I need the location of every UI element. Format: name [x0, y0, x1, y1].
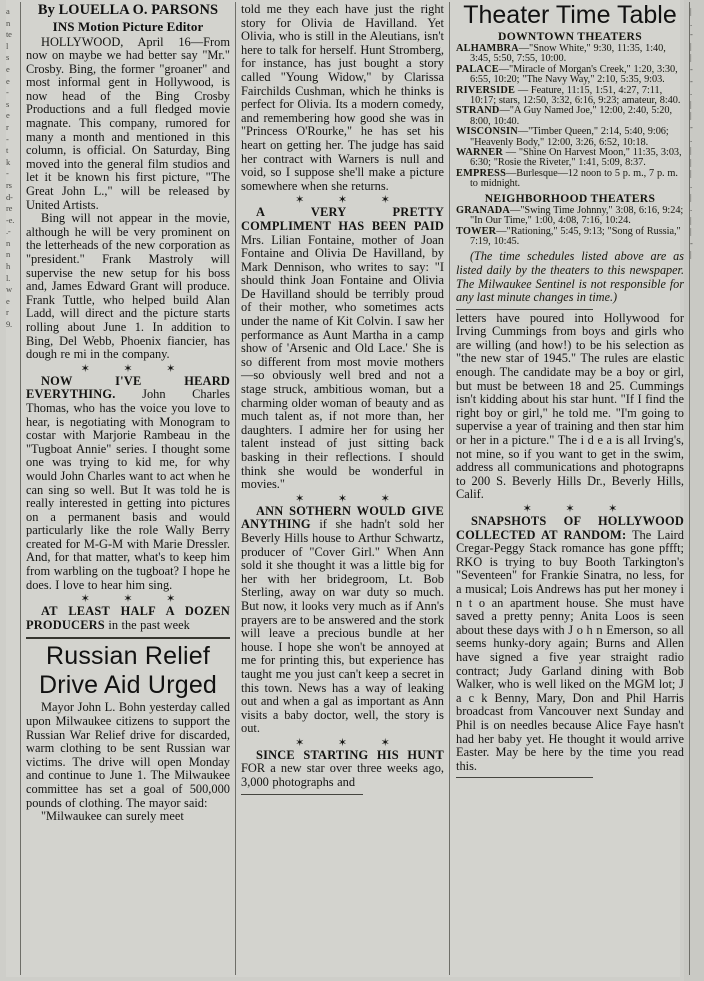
theater-showtimes: —"Timber Queen," 2:14, 5:40, 9:06; "Heavenly Body," 12:00, 3:26, 6:52, 10:18.	[470, 126, 669, 148]
sliver-fragment: w	[6, 284, 12, 295]
theater-name: PALACE	[456, 63, 499, 75]
sliver-fragment: |	[690, 214, 692, 225]
theater-name: WARNER	[456, 147, 503, 159]
sliver-fragment: |	[690, 191, 692, 202]
column-three	[450, 0, 689, 977]
sliver-fragment: -	[6, 87, 9, 98]
relief-quote: "Milwaukee can surely meet	[41, 809, 184, 824]
sliver-fragment: -	[690, 121, 693, 132]
sliver-fragment: t	[6, 145, 9, 156]
theater-showtimes: —"Snow White," 9:30, 11:35, 1:40, 3:45, 5:50, 7:55, 10:00.	[470, 43, 666, 65]
byline-author: By LOUELLA O. PARSONS	[37, 2, 219, 18]
sliver-fragment: te	[6, 29, 12, 40]
left-edge-sliver	[6, 0, 20, 977]
relief-paragraph: Mayor John L. Bohn yesterday called upon Milwaukee citizens to support the Russian War Relief drive for discarded, warm clothing to be sent Russian war victims. The drive will open Monday and continue to June 1. The Milwaukee committee has set a goal of 500,000 pounds of clothing. The mayor said:	[26, 700, 230, 810]
c1-paragraph-3	[26, 375, 230, 593]
sliver-fragment: 9.	[6, 319, 12, 330]
sliver-fragment: re	[6, 203, 13, 214]
sliver-fragment: n	[6, 17, 11, 28]
byline-role: INS Motion Picture Editor	[52, 18, 204, 34]
sliver-fragment: e	[6, 110, 10, 121]
c2-star-divider-3: ✶ ✶ ✶	[295, 736, 404, 749]
c3-star-divider-1: ✶ ✶ ✶	[522, 503, 632, 515]
sliver-fragment: .	[690, 179, 692, 190]
relief-headline-line-2: Drive Aid Urged	[38, 671, 218, 700]
c3-rule-1	[456, 309, 593, 310]
c1-paragraph-2: Bing will not appear in the movie, although he will be very prominent on the letterheads of the new corporation as "president." Frank Mastroly will supervise the new setup for his boss and, James Edward Grant will produce. Frank Tuttle, who helped build Alan Ladd, will direct and the picture starts rolling about June 1. In addition to Bing, Del Webb, Phoenix fiancier, has dough re mi in the company.	[26, 211, 230, 362]
theater-showtimes: — Feature, 11:15, 1:51, 4:27, 7:11, 10:17; stars, 12:50, 3:32, 6:16, 9:23; amateur, 8:40.	[470, 84, 681, 107]
theater-showtimes: —"A Guy Named Joe," 12:00, 2:40, 5:20, 8:00, 10:40.	[470, 105, 673, 127]
sliver-fragment: |	[690, 145, 692, 156]
theater-schedule-note: (The time schedules listed above are as listed daily by the theaters to this newspaper. The Milwaukee Sentinel is not responsible for any last minute changes in time.)	[456, 249, 684, 305]
sliver-fragment: -	[690, 63, 693, 74]
c2-paragraph-2	[241, 206, 444, 491]
c2-paragraph-3	[241, 505, 444, 736]
theater-name: WISCONSIN	[456, 126, 518, 138]
theater-listing	[456, 106, 684, 127]
sliver-fragment: k	[6, 156, 11, 167]
sliver-fragment: -	[6, 168, 9, 179]
sliver-fragment: l.	[6, 272, 11, 283]
c2-text-4: FOR a new star over three weeks ago, 3,000 photographs and	[241, 761, 444, 790]
sliver-fragment: rs	[6, 179, 12, 190]
sliver-fragment: a	[6, 6, 10, 16]
sliver-fragment: .	[690, 133, 692, 144]
right-edge-sliver	[690, 0, 704, 977]
c2-paragraph-4	[241, 749, 444, 790]
theater-name: EMPRESS	[456, 167, 507, 179]
c3-paragraph-1: letters have poured into Hollywood for Irving Cummings from boys and girls who are willing (and how!) to be his selection as "the new star of 1945." The rules are elastic enough. The candidate may be a boy or girl, but must be between 18 and 25. Cummings isn't kidding about his star hunt. "If I find the right boy or girl," he told me. "I'm going to supervise a year of training and then star him or her in a picture." The i d e a is all Irving's, not mine, so if you want to get in the swim, address all communications and photograpns to 200 S. Beverly Hills Dr., Beverly Hills, Calif.	[456, 310, 684, 502]
sliver-fragment: .	[690, 17, 692, 28]
theater-listing	[456, 86, 684, 107]
c1-section-divider	[26, 637, 230, 639]
c3-lead-2: SNAPSHOTS OF HOLLYWOOD COLLECTED AT RANDOM:	[456, 514, 684, 542]
c3-bottom-rule	[456, 777, 593, 778]
theater-showtimes: —"Rationing," 5:45, 9:13; "Song of Russia," 7:19, 10:45.	[470, 225, 681, 247]
relief-headline-line-1: Russian Relief	[46, 642, 210, 671]
sliver-fragment: e	[6, 75, 10, 86]
theater-showtimes: —Burlesque—12 noon to 5 p. m., 7 p. m. to midnight.	[470, 167, 678, 190]
c3-paragraph-2	[456, 515, 684, 773]
sliver-fragment: |	[690, 156, 692, 167]
c1-star-divider-1: ✶ ✶ ✶	[80, 362, 190, 375]
theater-listing	[456, 65, 684, 86]
c2-text-2: Mrs. Lilian Fontaine, mother of Joan Fontaine and Olivia De Havilland, by Mark Dennison, who writes to say: "I should think Joan Fontaine and Olivia De Havilland should be terribly proud of their mother, who sometimes acts under the name of Kit Colvin. I saw her performance as Aunt Martha in a camp show of 'Arsenic and Old Lace.' She is so different from most movie mothers —so obviously well bred and not a stage struck, ambitious woman, but a charming older woman of beauty and as much talent as, if not more than, her daughters. I admire her for using her talent instead of just sitting back basking in their reflections. I should think she would be wonderful in movies."	[241, 232, 444, 492]
sliver-fragment: s	[6, 98, 10, 109]
sliver-fragment: .	[690, 203, 692, 214]
c1-lead-3: NOW I'VE HEARD EVERYTHING.	[26, 373, 230, 402]
sliver-fragment: |	[690, 110, 692, 121]
c2-paragraph-1: told me they each have just the right story for Olivia de Havilland. Yet Olivia, who is still in the Aleutians, isn't here to talk for herself. Hunt Stromberg, for instance, has just bought a story called "Young Widow," by Clarissa Fairchilds Cushman, which he thinks is perfect for Olivia. Its a modern comedy, and remembering how good she was in "Princess O'Rourke," he has set his heart on getting her. The judge has said her contract with Warners is null and void, so I suppose she'll make a picture somewhere when she returns.	[241, 2, 444, 193]
theater-name: GRANADA	[456, 204, 511, 216]
downtown-theaters-list	[456, 44, 684, 190]
column-two	[236, 0, 449, 977]
sliver-fragment: l	[6, 40, 9, 51]
theater-listing	[456, 227, 684, 248]
theater-listing	[456, 44, 684, 65]
c2-bottom-rule	[241, 794, 363, 795]
sliver-fragment: s	[6, 52, 10, 63]
theater-name: STRAND	[456, 105, 500, 117]
theater-listing	[456, 127, 684, 148]
sliver-fragment: -	[6, 133, 9, 144]
theater-name: TOWER	[456, 225, 497, 237]
sliver-fragment: d-	[6, 191, 13, 202]
theater-listing	[456, 148, 684, 169]
neighborhood-theaters-heading: NEIGHBORHOOD THEATERS	[484, 191, 656, 205]
sliver-fragment: |	[690, 52, 692, 63]
sliver-fragment: -	[690, 237, 693, 248]
c2-lead-4: SINCE STARTING HIS HUNT	[256, 747, 444, 762]
sliver-fragment: |	[690, 98, 692, 109]
theater-listing	[456, 206, 684, 227]
column-one	[21, 0, 235, 977]
c1-paragraph-4	[26, 605, 230, 632]
sliver-fragment: |	[690, 40, 692, 51]
neighborhood-theaters-list	[456, 206, 684, 248]
c1-text-4: in the past week	[104, 617, 190, 632]
c2-star-divider-1: ✶ ✶ ✶	[295, 194, 404, 207]
sliver-fragment: |	[690, 6, 692, 16]
sliver-fragment: |	[690, 168, 692, 179]
c3-text-2: The Laird Cregar-Peggy Stack romance has gone pffft; RKO is trying to buy Booth Tarkington's "Seventeen" for Frankie Sinatra, no less, for a musical; Lois Andrews has put her money i n t o an apartment house. She must have saved a pretty penny; Anita Loos is seen about these days with J o h n Emerson, so all seems hunky-dory again; Burns and Allen have signed a five year straight radio contract; Judy Garland dining with Bob Walker, who is well liked on the MGM lot; J a c k Benny, Mary, Don and Phil Harris broadcast from Vancouver next Sunday and Phil is on needles because Alice Faye hasn't had her baby yet. He thought it would arrive Easter. May be here by the time you read this.	[456, 527, 684, 773]
c1-star-divider-2: ✶ ✶ ✶	[80, 593, 190, 606]
sliver-fragment: e	[6, 63, 10, 74]
sliver-fragment: n	[6, 249, 11, 260]
sliver-fragment: .-	[6, 226, 11, 237]
sliver-fragment: .	[690, 87, 692, 98]
sliver-fragment: h	[6, 261, 11, 272]
c2-lead-2: A VERY PRETTY COMPLIMENT HAS BEEN PAID	[241, 205, 444, 233]
sliver-fragment: r	[6, 121, 9, 132]
c2-text-3: if she hadn't sold her Beverly Hills house to Arthur Schwartz, producer of "Cover Girl." When Ann sold it she thought it was a little big for her with her bridegroom, Lt. Bob Sterling, away on war duty so much. But now, it looks very much as if Ann's prayers are to be answered and the stork will leave a precious bundle at her house. I hope she won't be annoyed at me for printing this, but experience has taught me you just can't keep a secret in this town. News has a way of leaking out and when a gal as important as Ann visits a baby doctor, well, the story is out.	[241, 517, 444, 736]
theater-listing	[456, 169, 684, 190]
downtown-theaters-heading: DOWNTOWN THEATERS	[498, 30, 642, 43]
c2-star-divider-2: ✶ ✶ ✶	[295, 492, 404, 505]
c2-lead-3: ANN SOTHERN WOULD GIVE ANYTHING	[241, 503, 444, 532]
c1-lead-4: AT LEAST HALF A DOZEN PRODUCERS	[26, 604, 230, 632]
theater-name: ALHAMBRA	[456, 43, 519, 54]
sliver-fragment: -	[690, 29, 693, 40]
c1-paragraph-1: HOLLYWOOD, April 16—From now on maybe we had better say "Mr." Crosby. Bing, the former "groaner" and most informal gent in Hollywood, is now head of the Bing Crosby Productions and a full fledged movie magnate. This company, rumored for many a month and mentioned in this column, is official. On Saturday, Bing moved into the general film studios and let it be known his first picture, "The Great John L.," will be released by United Artists.	[26, 34, 230, 212]
sliver-fragment: |	[690, 249, 692, 260]
theater-time-table-title: Theater Time Table	[463, 1, 677, 29]
theater-name: RIVERSIDE	[456, 84, 516, 96]
sliver-fragment: e	[6, 295, 10, 306]
sliver-fragment: -e.	[6, 214, 15, 225]
sliver-fragment: n	[6, 237, 11, 248]
c1-text-3: John Charles Thomas, who has the voice you love to hear, is negotiating with Monogram to costar with Marjorie Rambeau in the "Tugboat Annie" series. I thought some one was trying to kid me, for why would John Charles want to act when he can sing so well. But It was told he is really interested in getting into pictures on a permanent basis and would particularly like the role Wally Berry created for M-G-M with Marie Dressler. And, for that matter, what's to keep him from warbling on the tugboat? I hope he does. I love to hear him sing.	[26, 387, 230, 592]
theater-showtimes: — "Shine On Harvest Moon," 11:35, 3:03, 6:30; "Rosie the Riveter," 1:41, 5:09, 8:37.	[470, 147, 682, 169]
sliver-fragment: -	[690, 75, 693, 86]
sliver-fragment: |	[690, 226, 692, 237]
sliver-fragment: r	[6, 307, 9, 318]
newspaper-sheet	[6, 0, 693, 977]
theater-showtimes: —"Miracle of Morgan's Creek," 1:20, 3:30, 6:55, 10:20; "The Navy Way," 2:10, 5:35, 9:03.	[470, 63, 678, 86]
theater-showtimes: —"Swing Time Johnny," 3:08, 6:16, 9:24; "In Our Time," 1:00, 4:08, 7:16, 10:24.	[470, 204, 684, 227]
